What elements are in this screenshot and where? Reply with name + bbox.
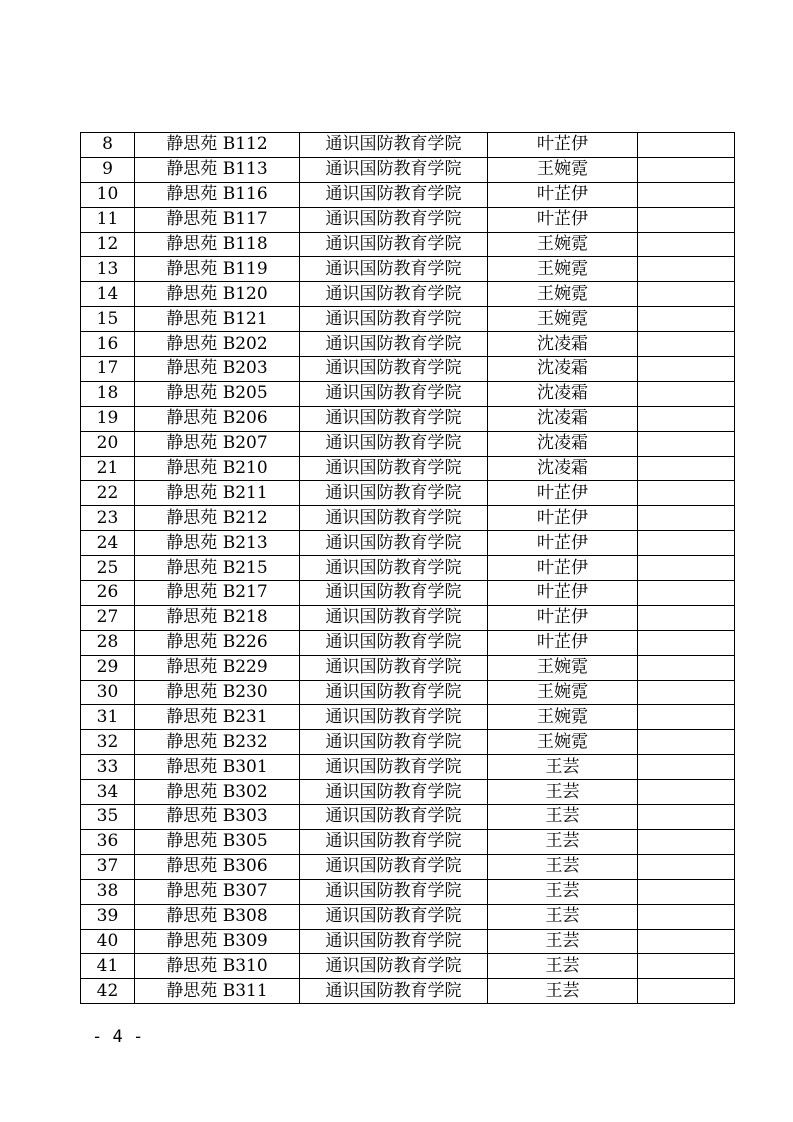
room-cell: 静思苑 B206 bbox=[135, 406, 300, 431]
college-cell: 通识国防教育学院 bbox=[300, 182, 488, 207]
college-cell: 通识国防教育学院 bbox=[300, 805, 488, 830]
college-cell: 通识国防教育学院 bbox=[300, 854, 488, 879]
person-cell: 叶芷伊 bbox=[488, 182, 638, 207]
table-row bbox=[81, 357, 735, 382]
note-cell bbox=[638, 182, 735, 207]
row-number-cell: 38 bbox=[81, 879, 135, 904]
row-number-cell: 23 bbox=[81, 506, 135, 531]
note-cell bbox=[638, 531, 735, 556]
college-cell: 通识国防教育学院 bbox=[300, 307, 488, 332]
note-cell bbox=[638, 755, 735, 780]
college-cell: 通识国防教育学院 bbox=[300, 655, 488, 680]
college-cell: 通识国防教育学院 bbox=[300, 357, 488, 382]
page-number: - 4 - bbox=[92, 1027, 144, 1047]
college-cell: 通识国防教育学院 bbox=[300, 705, 488, 730]
row-number-cell: 36 bbox=[81, 829, 135, 854]
person-cell: 王婉霓 bbox=[488, 680, 638, 705]
room-cell: 静思苑 B113 bbox=[135, 157, 300, 182]
table-row bbox=[81, 282, 735, 307]
college-cell: 通识国防教育学院 bbox=[300, 929, 488, 954]
person-cell: 王芸 bbox=[488, 979, 638, 1004]
note-cell bbox=[638, 406, 735, 431]
college-cell: 通识国防教育学院 bbox=[300, 506, 488, 531]
row-number-cell: 39 bbox=[81, 904, 135, 929]
note-cell bbox=[638, 282, 735, 307]
college-cell: 通识国防教育学院 bbox=[300, 581, 488, 606]
row-number-cell: 25 bbox=[81, 556, 135, 581]
college-cell: 通识国防教育学院 bbox=[300, 904, 488, 929]
person-cell: 王芸 bbox=[488, 854, 638, 879]
college-cell: 通识国防教育学院 bbox=[300, 282, 488, 307]
person-cell: 沈凌霜 bbox=[488, 431, 638, 456]
college-cell: 通识国防教育学院 bbox=[300, 879, 488, 904]
table-row bbox=[81, 929, 735, 954]
room-cell: 静思苑 B202 bbox=[135, 332, 300, 357]
room-cell: 静思苑 B303 bbox=[135, 805, 300, 830]
person-cell: 王婉霓 bbox=[488, 307, 638, 332]
row-number-cell: 17 bbox=[81, 357, 135, 382]
college-cell: 通识国防教育学院 bbox=[300, 630, 488, 655]
person-cell: 王芸 bbox=[488, 879, 638, 904]
person-cell: 叶芷伊 bbox=[488, 630, 638, 655]
note-cell bbox=[638, 481, 735, 506]
person-cell: 王芸 bbox=[488, 929, 638, 954]
room-cell: 静思苑 B117 bbox=[135, 207, 300, 232]
college-cell: 通识国防教育学院 bbox=[300, 556, 488, 581]
table-row bbox=[81, 182, 735, 207]
table-row bbox=[81, 531, 735, 556]
row-number-cell: 24 bbox=[81, 531, 135, 556]
table-row bbox=[81, 456, 735, 481]
row-number-cell: 27 bbox=[81, 605, 135, 630]
note-cell bbox=[638, 133, 735, 158]
note-cell bbox=[638, 381, 735, 406]
table-row bbox=[81, 133, 735, 158]
college-cell: 通识国防教育学院 bbox=[300, 257, 488, 282]
table-row bbox=[81, 680, 735, 705]
college-cell: 通识国防教育学院 bbox=[300, 232, 488, 257]
note-cell bbox=[638, 506, 735, 531]
college-cell: 通识国防教育学院 bbox=[300, 406, 488, 431]
note-cell bbox=[638, 879, 735, 904]
person-cell: 王婉霓 bbox=[488, 232, 638, 257]
table-row bbox=[81, 381, 735, 406]
person-cell: 王婉霓 bbox=[488, 655, 638, 680]
person-cell: 沈凌霜 bbox=[488, 381, 638, 406]
college-cell: 通识国防教育学院 bbox=[300, 780, 488, 805]
person-cell: 王婉霓 bbox=[488, 705, 638, 730]
row-number-cell: 13 bbox=[81, 257, 135, 282]
person-cell: 沈凌霜 bbox=[488, 456, 638, 481]
table-row bbox=[81, 605, 735, 630]
college-cell: 通识国防教育学院 bbox=[300, 332, 488, 357]
row-number-cell: 40 bbox=[81, 929, 135, 954]
row-number-cell: 26 bbox=[81, 581, 135, 606]
room-cell: 静思苑 B205 bbox=[135, 381, 300, 406]
room-cell: 静思苑 B215 bbox=[135, 556, 300, 581]
room-cell: 静思苑 B232 bbox=[135, 730, 300, 755]
row-number-cell: 30 bbox=[81, 680, 135, 705]
note-cell bbox=[638, 780, 735, 805]
note-cell bbox=[638, 581, 735, 606]
row-number-cell: 19 bbox=[81, 406, 135, 431]
note-cell bbox=[638, 357, 735, 382]
row-number-cell: 20 bbox=[81, 431, 135, 456]
note-cell bbox=[638, 207, 735, 232]
room-cell: 静思苑 B211 bbox=[135, 481, 300, 506]
note-cell bbox=[638, 730, 735, 755]
room-cell: 静思苑 B306 bbox=[135, 854, 300, 879]
college-cell: 通识国防教育学院 bbox=[300, 605, 488, 630]
table-row bbox=[81, 481, 735, 506]
row-number-cell: 37 bbox=[81, 854, 135, 879]
person-cell: 沈凌霜 bbox=[488, 357, 638, 382]
note-cell bbox=[638, 605, 735, 630]
room-cell: 静思苑 B207 bbox=[135, 431, 300, 456]
room-cell: 静思苑 B302 bbox=[135, 780, 300, 805]
table-row bbox=[81, 207, 735, 232]
note-cell bbox=[638, 904, 735, 929]
room-cell: 静思苑 B116 bbox=[135, 182, 300, 207]
note-cell bbox=[638, 655, 735, 680]
row-number-cell: 14 bbox=[81, 282, 135, 307]
table-row bbox=[81, 829, 735, 854]
note-cell bbox=[638, 431, 735, 456]
room-cell: 静思苑 B311 bbox=[135, 979, 300, 1004]
row-number-cell: 15 bbox=[81, 307, 135, 332]
room-cell: 静思苑 B203 bbox=[135, 357, 300, 382]
note-cell bbox=[638, 157, 735, 182]
table-row bbox=[81, 979, 735, 1004]
row-number-cell: 8 bbox=[81, 133, 135, 158]
person-cell: 王芸 bbox=[488, 755, 638, 780]
person-cell: 王芸 bbox=[488, 954, 638, 979]
college-cell: 通识国防教育学院 bbox=[300, 979, 488, 1004]
person-cell: 沈凌霜 bbox=[488, 332, 638, 357]
person-cell: 沈凌霜 bbox=[488, 406, 638, 431]
row-number-cell: 42 bbox=[81, 979, 135, 1004]
row-number-cell: 18 bbox=[81, 381, 135, 406]
table-row bbox=[81, 755, 735, 780]
row-number-cell: 31 bbox=[81, 705, 135, 730]
college-cell: 通识国防教育学院 bbox=[300, 680, 488, 705]
table-row bbox=[81, 556, 735, 581]
table-row bbox=[81, 705, 735, 730]
table-row bbox=[81, 332, 735, 357]
college-cell: 通识国防教育学院 bbox=[300, 954, 488, 979]
table-row bbox=[81, 730, 735, 755]
note-cell bbox=[638, 805, 735, 830]
row-number-cell: 32 bbox=[81, 730, 135, 755]
note-cell bbox=[638, 630, 735, 655]
room-cell: 静思苑 B212 bbox=[135, 506, 300, 531]
note-cell bbox=[638, 979, 735, 1004]
table-row bbox=[81, 232, 735, 257]
room-cell: 静思苑 B119 bbox=[135, 257, 300, 282]
person-cell: 叶芷伊 bbox=[488, 133, 638, 158]
room-cell: 静思苑 B305 bbox=[135, 829, 300, 854]
room-cell: 静思苑 B218 bbox=[135, 605, 300, 630]
note-cell bbox=[638, 232, 735, 257]
row-number-cell: 34 bbox=[81, 780, 135, 805]
note-cell bbox=[638, 556, 735, 581]
person-cell: 王芸 bbox=[488, 904, 638, 929]
note-cell bbox=[638, 929, 735, 954]
note-cell bbox=[638, 854, 735, 879]
room-cell: 静思苑 B121 bbox=[135, 307, 300, 332]
row-number-cell: 41 bbox=[81, 954, 135, 979]
room-cell: 静思苑 B118 bbox=[135, 232, 300, 257]
room-cell: 静思苑 B310 bbox=[135, 954, 300, 979]
table-row bbox=[81, 630, 735, 655]
table-row bbox=[81, 406, 735, 431]
table-row bbox=[81, 780, 735, 805]
table-row bbox=[81, 431, 735, 456]
table-row bbox=[81, 904, 735, 929]
room-cell: 静思苑 B230 bbox=[135, 680, 300, 705]
person-cell: 叶芷伊 bbox=[488, 605, 638, 630]
room-cell: 静思苑 B112 bbox=[135, 133, 300, 158]
table-row bbox=[81, 157, 735, 182]
room-cell: 静思苑 B229 bbox=[135, 655, 300, 680]
college-cell: 通识国防教育学院 bbox=[300, 730, 488, 755]
room-cell: 静思苑 B301 bbox=[135, 755, 300, 780]
person-cell: 叶芷伊 bbox=[488, 556, 638, 581]
person-cell: 王婉霓 bbox=[488, 257, 638, 282]
row-number-cell: 10 bbox=[81, 182, 135, 207]
person-cell: 叶芷伊 bbox=[488, 207, 638, 232]
room-cell: 静思苑 B307 bbox=[135, 879, 300, 904]
note-cell bbox=[638, 829, 735, 854]
note-cell bbox=[638, 954, 735, 979]
room-cell: 静思苑 B213 bbox=[135, 531, 300, 556]
table-row bbox=[81, 854, 735, 879]
row-number-cell: 21 bbox=[81, 456, 135, 481]
table-row bbox=[81, 879, 735, 904]
person-cell: 叶芷伊 bbox=[488, 481, 638, 506]
row-number-cell: 11 bbox=[81, 207, 135, 232]
note-cell bbox=[638, 680, 735, 705]
room-cell: 静思苑 B210 bbox=[135, 456, 300, 481]
room-cell: 静思苑 B226 bbox=[135, 630, 300, 655]
row-number-cell: 29 bbox=[81, 655, 135, 680]
person-cell: 叶芷伊 bbox=[488, 531, 638, 556]
row-number-cell: 9 bbox=[81, 157, 135, 182]
college-cell: 通识国防教育学院 bbox=[300, 207, 488, 232]
person-cell: 王婉霓 bbox=[488, 730, 638, 755]
college-cell: 通识国防教育学院 bbox=[300, 381, 488, 406]
person-cell: 王芸 bbox=[488, 780, 638, 805]
table-row bbox=[81, 307, 735, 332]
college-cell: 通识国防教育学院 bbox=[300, 133, 488, 158]
table-row bbox=[81, 655, 735, 680]
person-cell: 王芸 bbox=[488, 805, 638, 830]
college-cell: 通识国防教育学院 bbox=[300, 431, 488, 456]
table-row bbox=[81, 257, 735, 282]
row-number-cell: 35 bbox=[81, 805, 135, 830]
room-cell: 静思苑 B217 bbox=[135, 581, 300, 606]
note-cell bbox=[638, 257, 735, 282]
row-number-cell: 16 bbox=[81, 332, 135, 357]
room-cell: 静思苑 B309 bbox=[135, 929, 300, 954]
room-cell: 静思苑 B231 bbox=[135, 705, 300, 730]
table-body bbox=[81, 133, 735, 1004]
note-cell bbox=[638, 332, 735, 357]
row-number-cell: 22 bbox=[81, 481, 135, 506]
college-cell: 通识国防教育学院 bbox=[300, 755, 488, 780]
row-number-cell: 12 bbox=[81, 232, 135, 257]
table-row bbox=[81, 581, 735, 606]
person-cell: 叶芷伊 bbox=[488, 506, 638, 531]
college-cell: 通识国防教育学院 bbox=[300, 829, 488, 854]
person-cell: 叶芷伊 bbox=[488, 581, 638, 606]
room-assignment-table bbox=[80, 132, 735, 1004]
row-number-cell: 33 bbox=[81, 755, 135, 780]
note-cell bbox=[638, 456, 735, 481]
table-row bbox=[81, 805, 735, 830]
college-cell: 通识国防教育学院 bbox=[300, 456, 488, 481]
college-cell: 通识国防教育学院 bbox=[300, 481, 488, 506]
person-cell: 王婉霓 bbox=[488, 157, 638, 182]
table-row bbox=[81, 954, 735, 979]
room-cell: 静思苑 B120 bbox=[135, 282, 300, 307]
note-cell bbox=[638, 705, 735, 730]
room-cell: 静思苑 B308 bbox=[135, 904, 300, 929]
table-row bbox=[81, 506, 735, 531]
note-cell bbox=[638, 307, 735, 332]
row-number-cell: 28 bbox=[81, 630, 135, 655]
person-cell: 王芸 bbox=[488, 829, 638, 854]
college-cell: 通识国防教育学院 bbox=[300, 157, 488, 182]
person-cell: 王婉霓 bbox=[488, 282, 638, 307]
college-cell: 通识国防教育学院 bbox=[300, 531, 488, 556]
